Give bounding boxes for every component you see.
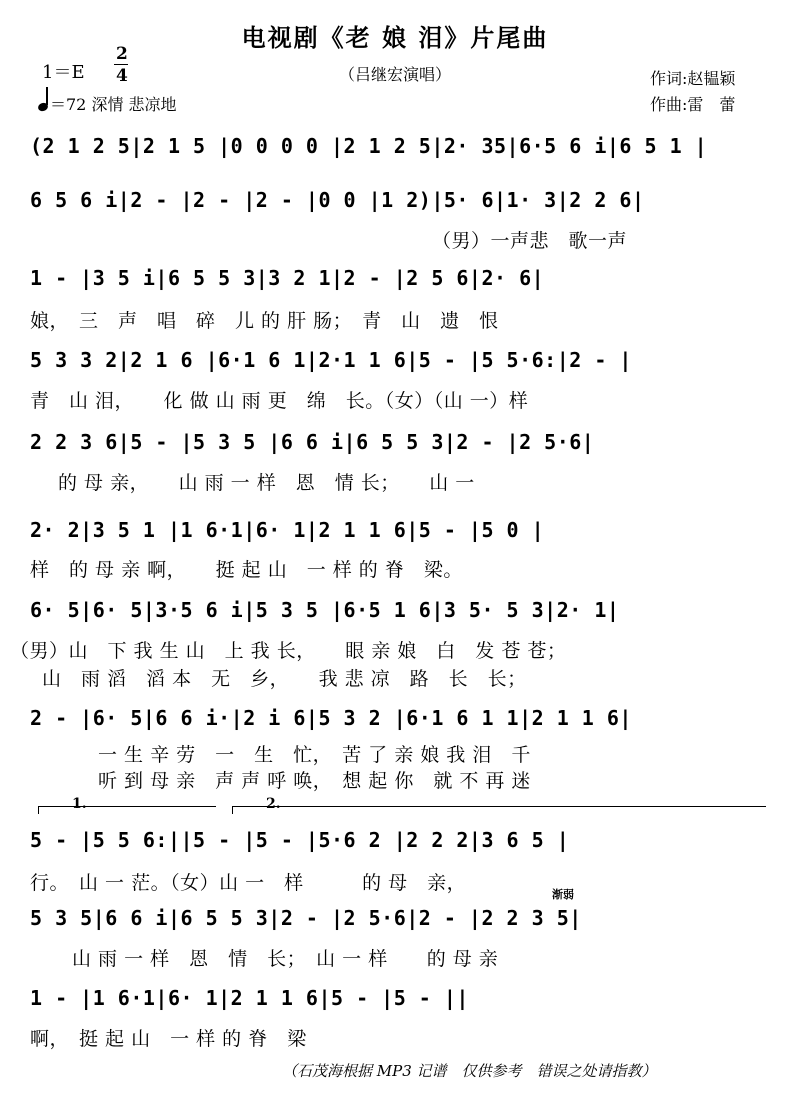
key-signature: 1＝E	[42, 62, 85, 83]
lyric-row-7a: （男）山 下 我 生 山 上 我 长， 眼 亲 娘 白 发 苍 苍；	[10, 640, 567, 662]
lyric-row-6: 样 的 母 亲 啊， 挺 起 山 一 样 的 脊 梁。	[30, 559, 463, 581]
lyric-row-8a: 一 生 辛 劳 一 生 忙， 苦 了 亲 娘 我 泪 千	[98, 744, 531, 766]
time-signature-top: 2	[116, 44, 128, 64]
time-signature-bottom: 4	[116, 66, 128, 86]
lyricist-credit: 作词:赵韫颖	[650, 69, 736, 88]
notation-row-2: 6 5 6 i|2 - |2 - |2 - |0 0 |1 2)|5· 6|1· 3|2 2 6|	[30, 188, 645, 212]
lyric-row-9: 行。 山 一 茫。（女）山 一 样 的 母 亲，	[30, 872, 467, 894]
page-title: 电视剧《老 娘 泪》片尾曲	[241, 23, 549, 52]
notation-row-6: 2· 2|3 5 1 |1 6·1|6· 1|2 1 1 6|5 - |5 0 |	[30, 518, 545, 542]
time-signature-bar	[114, 64, 128, 65]
notation-row-5: 2 2 3 6|5 - |5 3 5 |6 6 i|6 5 5 3|2 - |2 5·6|	[30, 430, 595, 454]
composer-credit: 作曲:雷 蕾	[650, 95, 736, 114]
volta-bracket-1-left	[38, 806, 39, 814]
lyric-row-2: （男）一声悲 歌一声	[432, 230, 628, 252]
notation-row-4: 5 3 3 2|2 1 6 |6·1 6 1|2·1 1 6|5 - |5 5·6:|2 - |	[30, 348, 632, 372]
notation-row-8: 2 - |6· 5|6 6 i·|2 i 6|5 3 2 |6·1 6 1 1|2 1 1 6|	[30, 706, 632, 730]
singer-credit: （吕继宏演唱）	[338, 65, 451, 84]
lyric-row-8b: 听 到 母 亲 声 声 呼 唤， 想 起 你 就 不 再 迷	[98, 770, 531, 792]
lyric-row-11: 啊， 挺 起 山 一 样 的 脊 梁	[30, 1028, 307, 1050]
notation-row-11: 1 - |1 6·1|6· 1|2 1 1 6|5 - |5 - ||	[30, 986, 469, 1010]
lyric-row-5: 的 母 亲， 山 雨 一 样 恩 情 长； 山 一	[58, 472, 475, 494]
notation-row-9: 5 - |5 5 6:||5 - |5 - |5·6 2 |2 2 2|3 6 5 |	[30, 828, 570, 852]
lyric-row-7b: 山 雨 滔 滔 本 无 乡， 我 悲 凉 路 长 长；	[42, 668, 527, 690]
volta-bracket-1	[38, 806, 216, 807]
quarter-note-stem	[46, 87, 48, 105]
notation-row-7: 6· 5|6· 5|3·5 6 i|5 3 5 |6·5 1 6|3 5· 5 3|2· 1|	[30, 598, 620, 622]
volta-bracket-2	[232, 806, 766, 807]
lyric-row-4: 青 山 泪， 化 做 山 雨 更 绵 长。（女）（山 一）样	[30, 390, 529, 412]
notation-row-3: 1 - |3 5 i|6 5 5 3|3 2 1|2 - |2 5 6|2· 6|	[30, 266, 545, 290]
footer-note: （石茂海根据 MP3 记谱 仅供参考 错误之处请指教）	[282, 1062, 657, 1080]
notation-row-1: (2 1 2 5|2 1 5 |0 0 0 0 |2 1 2 5|2· 35|6·5 6 i|6 5 1 |	[30, 134, 708, 158]
volta-bracket-2-left	[232, 806, 233, 814]
notation-row-10: 5 3 5|6 6 i|6 5 5 3|2 - |2 5·6|2 - |2 2 3 5|	[30, 906, 582, 930]
volta-label-1: 1.	[72, 796, 87, 812]
volta-label-2: 2.	[266, 796, 281, 812]
tempo-marking: ＝72 深情 悲凉地	[50, 95, 177, 114]
dynamic-marking: 渐弱	[552, 888, 574, 901]
lyric-row-10: 山 雨 一 样 恩 情 长； 山 一 样 的 母 亲	[72, 948, 499, 970]
lyric-row-3: 娘， 三 声 唱 碎 儿 的 肝 肠； 青 山 遗 恨	[30, 310, 499, 332]
